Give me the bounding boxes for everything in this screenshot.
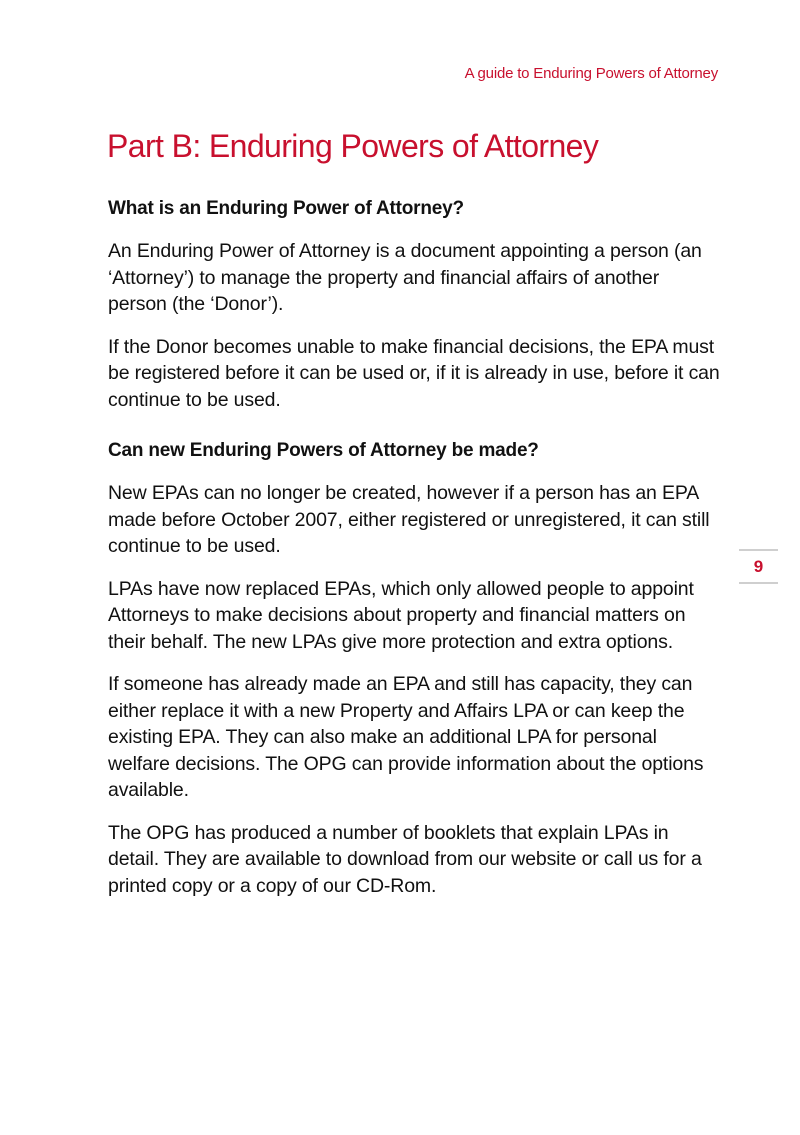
section-heading-what-is-epa: What is an Enduring Power of Attorney?: [108, 198, 464, 219]
page-title: Part B: Enduring Powers of Attorney: [107, 128, 599, 164]
page-number: 9: [753, 556, 764, 576]
paragraph-epa-definition: An Enduring Power of Attorney is a document appointing a person (an ‘Attorney’) to manage the property and financial affairs of another person (the ‘Donor’).: [108, 240, 702, 315]
paragraph-lpas-replaced-epas: LPAs have now replaced EPAs, which only allowed people to appoint Attorneys to make decisions about property and financial matters on their behalf. The new LPAs give more protection and extra options.: [108, 577, 694, 653]
paragraph-no-new-epas: New EPAs can no longer be created, however if a person has an EPA made before October 2007, either registered or unregistered, it can still continue to be used.: [108, 482, 710, 557]
section-heading-can-new-epa-be-made: Can new Enduring Powers of Attorney be made?: [108, 440, 539, 461]
main-content: [108, 196, 723, 899]
paragraph-epa-registration: If the Donor becomes unable to make financial decisions, the EPA must be registered before it can be used or, if it is already in use, before it can continue to be used.: [108, 335, 720, 411]
paragraph-opg-booklets: The OPG has produced a number of booklets that explain LPAs in detail. They are available to download from our website or call us for a printed copy or a copy of our CD-Rom.: [108, 821, 702, 897]
paragraph-existing-epa-options: If someone has already made an EPA and still has capacity, they can either replace it with a new Property and Affairs LPA or can keep the existing EPA. They can also make an additional LPA for personal welfare decisions. The OPG can provide information about the options available.: [108, 673, 704, 801]
page-number-tab: [739, 549, 778, 584]
running-header: A guide to Enduring Powers of Attorney: [464, 65, 718, 82]
